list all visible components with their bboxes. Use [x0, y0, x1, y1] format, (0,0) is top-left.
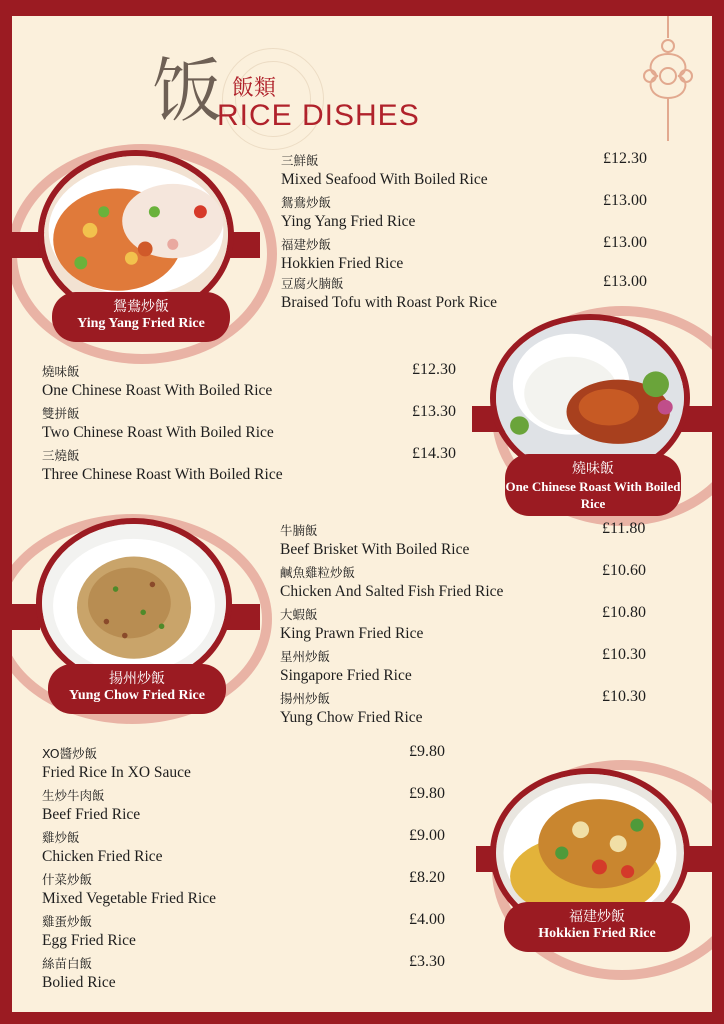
menu-item-chinese: 鹹魚雞粒炒飯 — [280, 565, 356, 580]
menu-item-name: Ying Yang Fried Rice — [281, 213, 416, 230]
dish-photo-yung-chow — [36, 518, 232, 688]
menu-item — [42, 829, 462, 867]
dish-label — [504, 902, 690, 952]
menu-item-name: Mixed Seafood With Boiled Rice — [281, 171, 488, 188]
menu-item-chinese: 福建炒飯 — [281, 237, 332, 252]
dish-label-chinese: 燒味飯 — [572, 461, 614, 477]
menu-item-name: Mixed Vegetable Fried Rice — [42, 890, 217, 907]
menu-item-name: Yung Chow Fried Rice — [280, 709, 423, 726]
menu-item — [281, 152, 653, 190]
menu-item-price: £10.60 — [602, 562, 646, 579]
menu-item — [280, 522, 652, 560]
menu-item-name: Chicken And Salted Fish Fried Rice — [280, 583, 504, 600]
dish-label-english: Hokkien Fried Rice — [538, 926, 656, 941]
menu-item-name: Braised Tofu with Roast Pork Rice — [281, 294, 498, 311]
dish-label-chinese: 鴛鴦炒飯 — [113, 299, 169, 315]
menu-item-chinese: 雞蛋炒飯 — [42, 914, 93, 929]
menu-item — [42, 871, 462, 909]
dish-label-english: Ying Yang Fried Rice — [77, 316, 205, 331]
menu-item — [42, 405, 462, 443]
menu-item-price: £12.30 — [412, 361, 456, 378]
dish-label — [505, 454, 681, 516]
dish-label — [48, 664, 226, 714]
menu-item-price: £10.80 — [602, 604, 646, 621]
menu-item-name: Fried Rice In XO Sauce — [42, 764, 191, 781]
menu-item-price: £3.30 — [409, 953, 445, 970]
page-title: RICE DISHES — [217, 99, 420, 132]
menu-item-chinese: XO醬炒飯 — [42, 746, 98, 761]
menu-item-name: Hokkien Fried Rice — [281, 255, 404, 272]
dish-label — [52, 292, 230, 342]
menu-item-chinese: 燒味飯 — [42, 364, 80, 379]
menu-item — [42, 745, 462, 783]
menu-item-chinese: 牛腩飯 — [280, 523, 318, 538]
menu-item-chinese: 鴛鴦炒飯 — [281, 195, 332, 210]
menu-item-chinese: 三鮮飯 — [281, 153, 319, 168]
menu-item — [42, 363, 462, 401]
dish-label-english: One Chinese Roast With Boiled Rice — [505, 479, 681, 511]
menu-item-price: £13.00 — [603, 192, 647, 209]
menu-item-price: £12.30 — [603, 150, 647, 167]
menu-item-chinese: 絲苗白飯 — [42, 956, 93, 971]
menu-item — [42, 787, 462, 825]
menu-item-chinese: 大蝦飯 — [280, 607, 318, 622]
menu-item — [280, 564, 652, 602]
menu-item-price: £11.80 — [602, 520, 646, 537]
menu-item-name: Egg Fried Rice — [42, 932, 136, 949]
menu-item-name: Bolied Rice — [42, 974, 116, 991]
menu-item-price: £13.00 — [603, 273, 647, 290]
dish-label-chinese: 揚州炒飯 — [109, 671, 165, 687]
page-title-chinese: 飯類 — [232, 76, 277, 101]
menu-item-price: £13.30 — [412, 403, 456, 420]
menu-item — [42, 447, 462, 485]
menu-item-price: £8.20 — [409, 869, 445, 886]
menu-item-chinese: 豆腐火腩飯 — [281, 276, 344, 291]
menu-item — [280, 648, 652, 686]
menu-item — [281, 194, 653, 232]
menu-item-chinese: 什菜炒飯 — [42, 872, 93, 887]
menu-item-chinese: 三燒飯 — [42, 448, 80, 463]
menu-item-price: £10.30 — [602, 646, 646, 663]
menu-item-name: One Chinese Roast With Boiled Rice — [42, 382, 273, 399]
menu-item — [42, 913, 462, 951]
menu-item-price: £14.30 — [412, 445, 456, 462]
menu-item-name: Beef Fried Rice — [42, 806, 141, 823]
menu-item-chinese: 揚州炒飯 — [280, 691, 331, 706]
menu-item-name: Two Chinese Roast With Boiled Rice — [42, 424, 274, 441]
menu-item-price: £9.00 — [409, 827, 445, 844]
chinese-knot-icon — [638, 16, 698, 146]
dish-label-english: Yung Chow Fried Rice — [69, 688, 205, 703]
menu-item-price: £9.80 — [409, 785, 445, 802]
calligraphy-character: 饭 — [152, 50, 222, 132]
menu-page — [12, 16, 712, 1012]
menu-item-chinese: 星州炒飯 — [280, 649, 331, 664]
menu-item-name: Three Chinese Roast With Boiled Rice — [42, 466, 283, 483]
menu-item-price: £10.30 — [602, 688, 646, 705]
menu-item-price: £9.80 — [409, 743, 445, 760]
menu-item-price: £13.00 — [603, 234, 647, 251]
menu-item-price: £4.00 — [409, 911, 445, 928]
menu-item-name: Beef Brisket With Boiled Rice — [280, 541, 470, 558]
menu-item — [280, 606, 652, 644]
menu-item-chinese: 雙拼飯 — [42, 406, 80, 421]
dish-label-chinese: 福建炒飯 — [569, 909, 625, 925]
menu-item-name: Singapore Fried Rice — [280, 667, 412, 684]
menu-item — [281, 275, 653, 313]
menu-item-chinese: 雞炒飯 — [42, 830, 80, 845]
menu-item — [42, 955, 462, 993]
menu-item — [281, 236, 653, 274]
menu-item — [280, 690, 652, 728]
menu-item-name: King Prawn Fried Rice — [280, 625, 424, 642]
menu-item-chinese: 生炒牛肉飯 — [42, 788, 105, 803]
menu-item-name: Chicken Fried Rice — [42, 848, 163, 865]
